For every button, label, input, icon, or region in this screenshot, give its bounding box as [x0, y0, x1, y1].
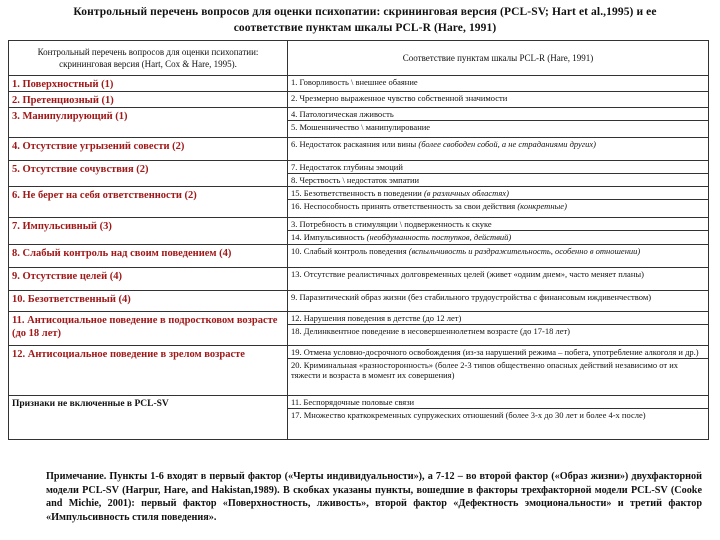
pcl-r-item-text: 8. Черствость \ недостаток эмпатии [291, 175, 420, 185]
table-row [9, 161, 709, 187]
pcl-sv-item: 10. Безответственный (4) [9, 291, 288, 312]
footnote: Примечание. Пункты 1-6 входят в первый фактор («Черты индивидуальности»), а 7-12 – во второй фактор («Образ жизни») двухфакторной модели PCL-SV (Harpur, Hare, and Hakistan,1989). В скобках указаны пункты, вошедшие в факторы трехфакторной модели PCL-SV (Cooke and Michie, 2001): первый фактор «Поверхностность, лживость», второй фактор «Дефектность эмоциональности» и третий фактор «Импульсивность стиля поведения». [46, 471, 702, 523]
pcl-r-items [288, 396, 709, 440]
pcl-r-item [288, 324, 708, 337]
pcl-r-item [288, 245, 708, 257]
pcl-r-item-note: (более свободен собой, а не страданиями других) [418, 139, 596, 149]
table-row [9, 291, 709, 312]
pcl-r-item-text: 17. Множество краткокременных супружеских отношений (более 3-х до 30 лет и более 4-х после) [291, 410, 646, 420]
pcl-r-item [288, 108, 708, 120]
pcl-r-item-text: 15. Безответственность в поведении [291, 188, 424, 198]
pcl-r-items [288, 138, 709, 161]
pcl-sv-item: 2. Претенциозный (1) [9, 92, 288, 108]
table-row [9, 312, 709, 346]
table-header-row [9, 41, 709, 76]
header-right-cell: Соответствие пунктам шкалы PCL-R (Hare, 1991) [288, 41, 709, 76]
pcl-r-item [288, 138, 708, 150]
pcl-r-item [288, 346, 708, 358]
table-row [9, 187, 709, 218]
pcl-sv-item: 8. Слабый контроль над своим поведением (4) [9, 245, 288, 268]
pcl-r-item [288, 230, 708, 243]
pcl-r-item [288, 408, 708, 421]
pcl-r-items [288, 161, 709, 187]
pcl-r-item-text: 13. Отсутствие реалистичных долговременных целей (живет «одним днем», часто меняет планы) [291, 269, 644, 279]
pcl-sv-item: 7. Импульсивный (3) [9, 218, 288, 245]
pcl-r-item-text: 12. Нарушения поведения в детстве (до 12 лет) [291, 313, 462, 323]
pcl-sv-item: 6. Не берет на себя ответственности (2) [9, 187, 288, 218]
pcl-r-item-text: 7. Недостаток глубины эмоций [291, 162, 403, 172]
pcl-r-item [288, 291, 708, 303]
pcl-r-item-text: 16. Неспособность принять ответственность за свои действия [291, 201, 518, 211]
pcl-r-items [288, 92, 709, 108]
pcl-r-item [288, 396, 708, 408]
pcl-sv-item: 11. Антисоциальное поведение в подростковом возрасте (до 18 лет) [9, 312, 288, 346]
pcl-r-item-text: 14. Импульсивность [291, 232, 367, 242]
pcl-sv-item: 9. Отсутствие целей (4) [9, 268, 288, 291]
table-row [9, 245, 709, 268]
pcl-r-items [288, 218, 709, 245]
pcl-r-item [288, 187, 708, 199]
pcl-r-item-note: (в различных областях) [423, 188, 509, 198]
table-row [9, 108, 709, 138]
table-row [9, 346, 709, 396]
pcl-sv-item: 1. Поверхностный (1) [9, 76, 288, 92]
pcl-sv-item: 5. Отсутствие сочувствия (2) [9, 161, 288, 187]
pcl-sv-item: Признаки не включенные в PCL-SV [9, 396, 288, 440]
pcl-r-item-text: 3. Потребность в стимуляции \ подверженность к скуке [291, 219, 492, 229]
pcl-r-item [288, 312, 708, 324]
header-left-cell: Контрольный перечень вопросов для оценки психопатии: скрининговая версия (Hart, Cox & Hare, 1995). [9, 41, 288, 76]
pcl-r-item [288, 76, 708, 88]
pcl-r-item-text: 20. Криминальная «разносторонность» (более 2-3 типов общественно опасных действий независимо от их тяжести и возраста в момент их совершения) [291, 360, 679, 380]
pcl-r-items [288, 291, 709, 312]
pcl-r-item [288, 199, 708, 212]
pcl-r-item [288, 120, 708, 133]
pcl-r-items [288, 108, 709, 138]
pcl-r-item [288, 268, 708, 280]
pcl-r-item-text: 9. Паразитический образ жизни (без стабильного трудоустройства с финансовым иждивенчеством) [291, 292, 652, 302]
correspondence-table [8, 40, 709, 440]
pcl-r-item-text: 11. Беспорядочные половые связи [291, 397, 415, 407]
pcl-r-item-text: 4. Патологическая лживость [291, 109, 394, 119]
pcl-r-items [288, 76, 709, 92]
pcl-r-items [288, 245, 709, 268]
pcl-r-items [288, 268, 709, 291]
table-row [9, 268, 709, 291]
pcl-r-item-note: (конкретные) [517, 201, 567, 211]
pcl-sv-item: 12. Антисоциальное поведение в зрелом возрасте [9, 346, 288, 396]
pcl-r-item-note: (вспыльчивость и раздражительность, особенно в отношении) [408, 246, 641, 256]
pcl-r-item-text: 6. Недостаток раскаяния или вины [291, 139, 419, 149]
pcl-r-item-text: 18. Делинквентное поведение в несовершеннолетнем возрасте (до 17-18 лет) [291, 326, 571, 336]
pcl-r-item-text: 5. Мошенничество \ манипулирование [291, 122, 431, 132]
pcl-r-item-text: 1. Говорливость \ внешнее обаяние [291, 77, 418, 87]
pcl-r-item [288, 173, 708, 186]
pcl-r-item-text: 19. Отмена условно-досрочного освобождения (из-за нарушений режима – побега, употребление алкоголя и др.) [291, 347, 699, 357]
table-row [9, 396, 709, 440]
table-row [9, 92, 709, 108]
pcl-sv-item: 4. Отсутствие угрызений совести (2) [9, 138, 288, 161]
pcl-r-item [288, 218, 708, 230]
table-row [9, 76, 709, 92]
pcl-r-item [288, 92, 708, 104]
pcl-r-items [288, 312, 709, 346]
page-title: Контрольный перечень вопросов для оценки психопатии: скрининговая версия (PCL-SV; Hart et al.,1995) и ее соответствие пунктам шкалы PCL-R (Hare, 1991) [73, 6, 657, 34]
table-row [9, 138, 709, 161]
pcl-r-item [288, 358, 708, 381]
pcl-sv-item: 3. Манипулирующий (1) [9, 108, 288, 138]
pcl-r-items [288, 187, 709, 218]
pcl-r-item-text: 2. Чрезмерно выраженное чувство собственной значимости [291, 93, 508, 103]
pcl-r-item [288, 161, 708, 173]
table-row [9, 218, 709, 245]
pcl-r-item-text: 10. Слабый контроль поведения [291, 246, 409, 256]
pcl-r-item-note: (необдуманность поступков, действий) [366, 232, 512, 242]
pcl-r-items [288, 346, 709, 396]
